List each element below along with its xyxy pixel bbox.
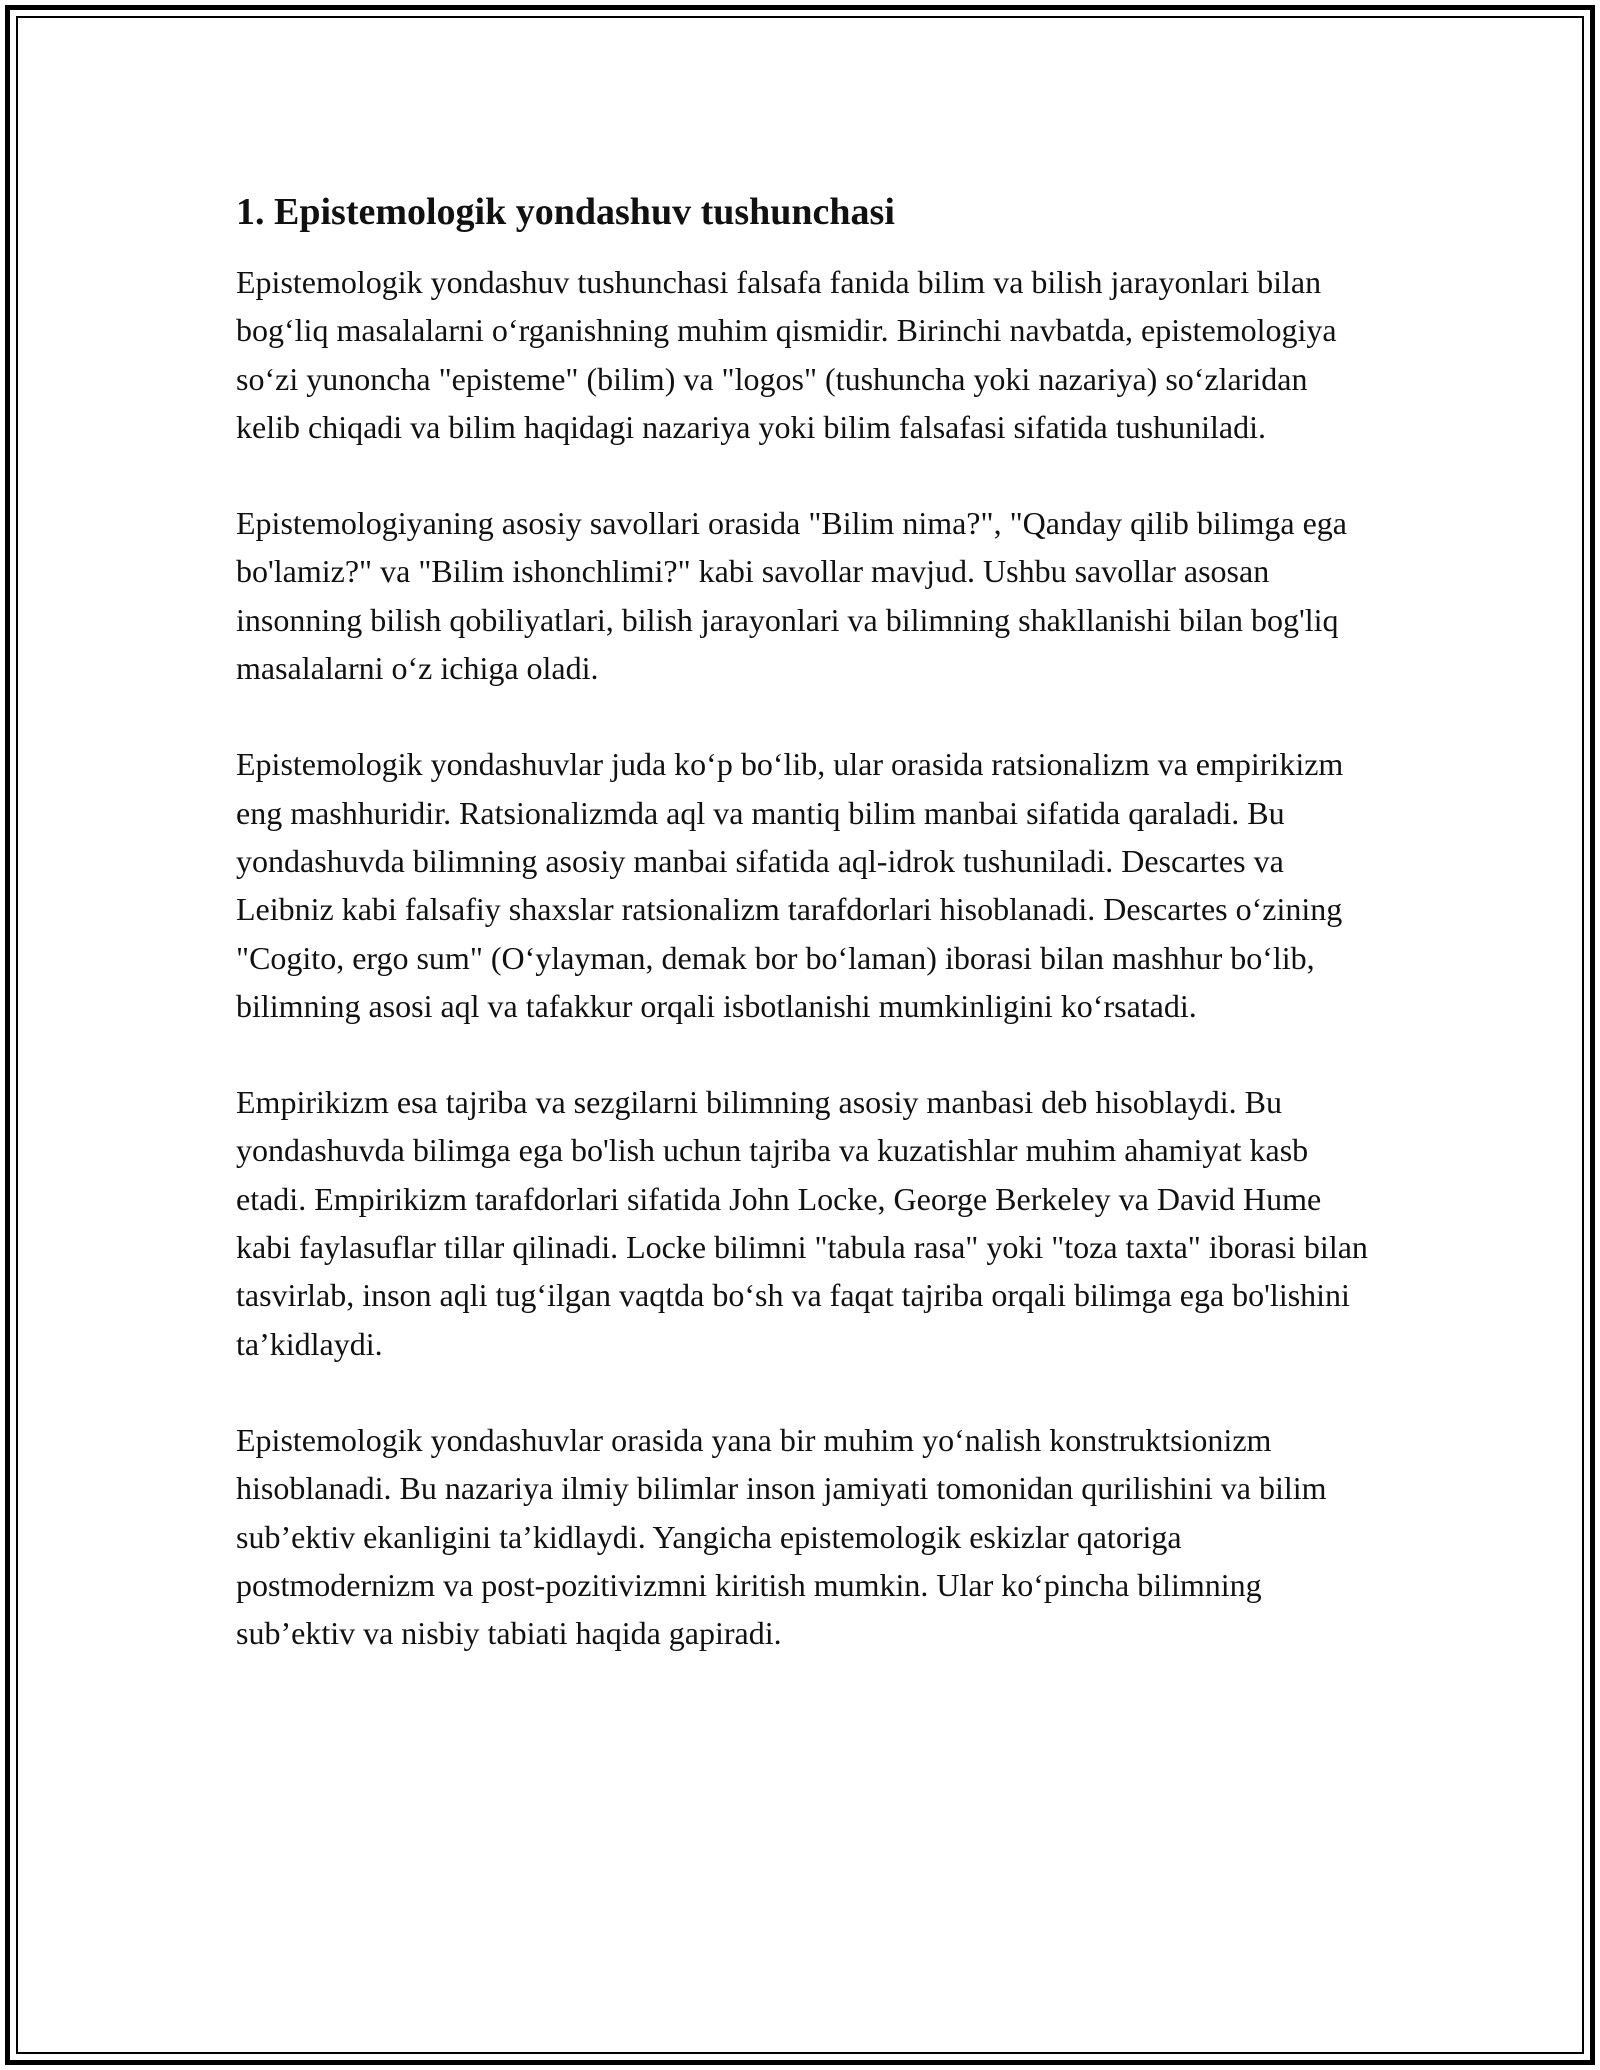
section-heading: 1. Epistemologik yondashuv tushunchasi: [236, 191, 895, 233]
paragraph-1: Epistemologik yondashuv tushunchasi falsafa fanida bilim va bilish jarayonlari bilan bog‘liq masalalarni o‘rganishning muhim qismidir. Birinchi navbatda, epistemologiya so‘zi yunoncha "episteme" (bilim) va "logos" (tushuncha yoki nazariya) so‘zlaridan kelib chiqadi va bilim haqidagi nazariya yoki bilim falsafasi sifatida tushuniladi.: [236, 264, 1337, 445]
paragraph-2: Epistemologiyaning asosiy savollari orasida "Bilim nima?", "Qanday qilib bilimga ega bo'lamiz?" va "Bilim ishonchlimi?" kabi savollar mavjud. Ushbu savollar asosan insonning bilish qobiliyatlari, bilish jarayonlari va bilimning shakllanishi bilan bog'liq masalalarni o‘z ichiga oladi.: [236, 505, 1347, 687]
paragraph-4: Empirikizm esa tajriba va sezgilarni bilimning asosiy manbasi deb hisoblaydi. Bu yondashuvda bilimga ega bo'lish uchun tajriba va kuzatishlar muhim ahamiyat kasb etadi. Empirikizm tarafdorlari sifatida John Locke, George Berkeley va David Hume kabi faylasuflar tillar qilinadi. Locke bilimni "tabula rasa" yoki "toza taxta" iborasi bilan tasvirlab, inson aqli tug‘ilgan vaqtda bo‘sh va faqat tajriba orqali bilimga ega bo'lishini ta’kidlaydi.: [236, 1084, 1368, 1362]
document-body: [236, 188, 1376, 1705]
paragraph-5: Epistemologik yondashuvlar orasida yana bir muhim yo‘nalish konstruktsionizm hisoblanadi. Bu nazariya ilmiy bilimlar inson jamiyati tomonidan qurilishini va bilim sub’ektiv ekanligini ta’kidlaydi. Yangicha epistemologik eskizlar qatoriga postmodernizm va post-pozitivizmni kiritish mumkin. Ular ko‘pincha bilimning sub’ektiv va nisbiy tabiati haqida gapiradi.: [236, 1421, 1327, 1652]
paragraph-3: Epistemologik yondashuvlar juda ko‘p bo‘lib, ular orasida ratsionalizm va empirikizm eng mashhuridir. Ratsionalizmda aql va mantiq bilim manbai sifatida qaraladi. Bu yondashuvda bilimning asosiy manbai sifatida aql-idrok tushuniladi. Descartes va Leibniz kabi falsafiy shaxslar ratsionalizm tarafdorlari hisoblanadi. Descartes o‘zining "Cogito, ergo sum" (O‘ylayman, demak bor bo‘laman) iborasi bilan mashhur bo‘lib, bilimning asosi aql va tafakkur orqali isbotlanishi mumkinligini ko‘rsatadi.: [236, 746, 1344, 1024]
